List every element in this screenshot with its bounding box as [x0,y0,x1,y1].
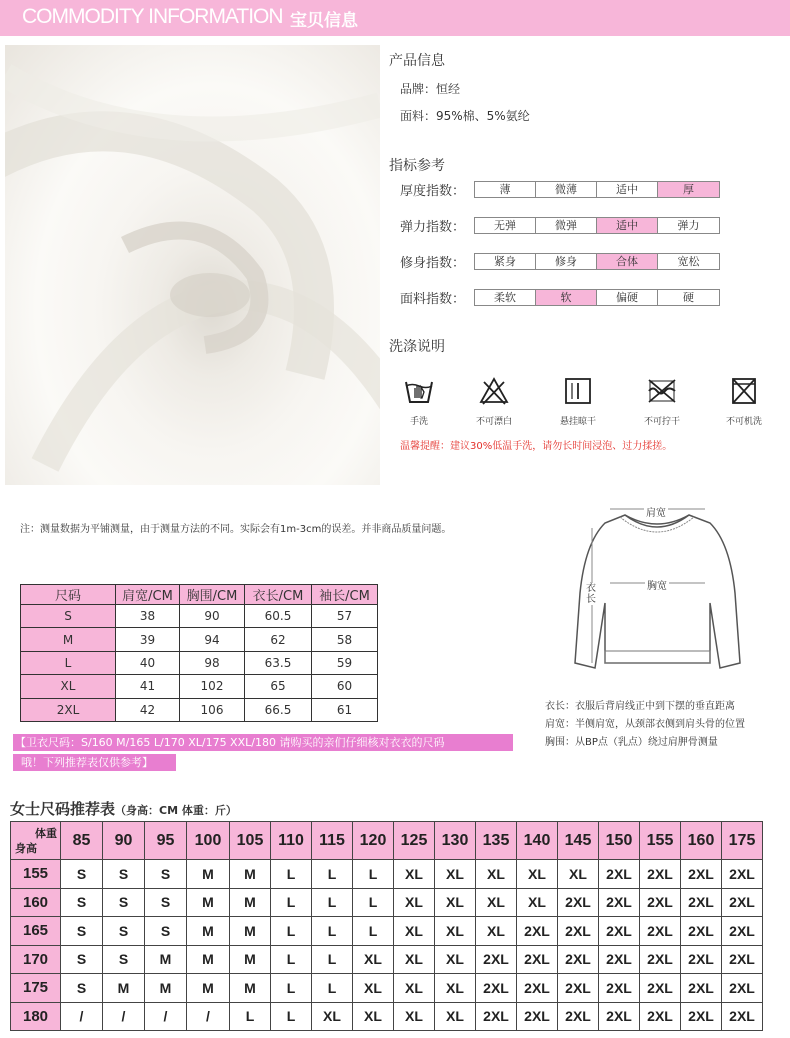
size-value-cell: 39 [116,628,180,651]
weight-header-cell: 140 [517,822,558,860]
recommend-row [11,860,763,889]
recommend-size-cell: 2XL [599,888,640,917]
index-option: 弹力 [677,219,700,232]
wash-item-no-machine [714,376,774,427]
recommend-size-cell: M [187,860,230,889]
recommend-size-cell: M [187,888,230,917]
recommend-size-cell: XL [517,888,558,917]
recommend-size-cell: 2XL [640,860,681,889]
index-option: 薄 [475,182,536,197]
size-value-cell: 62 [245,628,312,651]
recommend-size-cell: 2XL [640,974,681,1003]
index-option: 修身 [536,254,597,269]
size-value-cell: 63.5 [245,651,312,674]
recommend-size-cell: 2XL [476,945,517,974]
recommend-size-cell: S [61,974,103,1003]
weight-header-cell: 150 [599,822,640,860]
recommend-header-row [11,822,763,860]
recommend-size-cell: 2XL [722,1002,763,1031]
recommend-title [10,798,237,819]
size-header-cell: 肩宽/CM [116,585,180,605]
weight-header-cell: 175 [722,822,763,860]
recommend-size-cell: M [230,860,271,889]
recommend-size-cell: XL [558,860,599,889]
shoulder-label: 肩宽 [644,504,668,519]
index-label: 修身指数： [400,256,466,271]
recommend-size-cell: 2XL [517,1002,558,1031]
hang-dry-icon [563,376,593,406]
recommend-size-cell: 2XL [599,917,640,946]
size-value-cell: 94 [180,628,245,651]
wash-label-no-wring: 不可拧干 [643,417,680,427]
weight-header-cell: 115 [312,822,353,860]
size-name-cell: M [21,628,116,651]
recommend-size-cell: 2XL [681,945,722,974]
weight-header-cell: 135 [476,822,517,860]
size-row [21,605,378,628]
recommend-size-cell: XL [517,860,558,889]
recommend-row [11,974,763,1003]
corner-height-label: 身高 [15,843,37,855]
recommend-size-cell: 2XL [640,1002,681,1031]
index-option-selected: 软 [536,290,597,305]
weight-header-cell: 85 [61,822,103,860]
recommend-size-cell: 2XL [722,888,763,917]
index-scale [474,181,720,198]
recommend-size-cell: 2XL [681,1002,722,1031]
recommend-size-cell: L [271,974,312,1003]
recommend-size-cell: M [103,974,145,1003]
index-scale [474,217,720,234]
recommend-size-cell: S [145,888,187,917]
recommend-size-cell: S [145,860,187,889]
size-value-cell: 66.5 [245,698,312,721]
recommend-row [11,888,763,917]
size-value-cell: 59 [312,651,378,674]
index-label: 面料指数： [400,292,466,307]
recommend-size-cell: XL [435,974,476,1003]
recommend-row [11,945,763,974]
measure-line-length: 衣长：衣服后背肩线正中到下摆的垂直距离 [545,701,735,712]
index-reference-title: 指标参考 [389,158,445,174]
recommend-size-cell: L [271,917,312,946]
recommend-size-cell: XL [394,1002,435,1031]
size-name-cell: L [21,651,116,674]
recommend-size-cell: 2XL [722,917,763,946]
recommend-size-cell: 2XL [476,1002,517,1031]
height-cell: 165 [11,917,61,946]
weight-header-cell: 125 [394,822,435,860]
promo-line-2: 哦！下列推荐表仅供参考】 [13,754,176,771]
recommend-corner-cell [11,822,61,860]
recommend-size-cell: L [230,1002,271,1031]
recommend-size-cell: M [230,945,271,974]
no-machine-wash-icon [729,376,759,406]
no-wring-icon [647,376,677,406]
index-option: 无弹 [475,218,536,233]
recommend-size-cell: S [61,945,103,974]
recommend-size-cell: XL [353,1002,394,1031]
promo-banner [13,734,513,771]
brand-line: 品牌：恒经 [400,82,461,96]
measure-note: 注：测量数据为平铺测量，由于测量方法的不同。实际会有1m-3cm的误差。并非商品质量问题。 [20,524,452,535]
wash-label-hang-dry: 悬挂晾干 [559,417,596,427]
fabric-line: 面料：95%棉、5%氨纶 [400,109,530,123]
corner-weight-label: 体重 [35,828,57,840]
recommend-size-cell: 2XL [681,974,722,1003]
wash-item-hand [389,376,449,427]
size-row [21,628,378,651]
weight-header-cell: 110 [271,822,312,860]
wash-tip: 温馨提醒：建议30%低温手洗，请勿长时间浸泡、过力揉搓。 [400,441,673,452]
recommend-size-cell: L [312,974,353,1003]
recommend-size-cell: 2XL [640,917,681,946]
recommend-size-cell: S [145,917,187,946]
size-header-cell: 衣长/CM [245,585,312,605]
measure-line-shoulder: 肩宽：半侧肩宽，从颈部衣侧到肩头骨的位置 [545,719,745,730]
index-option: 适中 [597,182,658,197]
index-scale [474,289,720,306]
recommend-size-cell: S [103,860,145,889]
index-option: 宽松 [677,255,700,268]
measure-line-chest: 胸围：从BP点（乳点）绕过肩胛骨测量 [545,737,718,748]
recommend-size-cell: S [103,888,145,917]
weight-header-cell: 100 [187,822,230,860]
sweater-diagram [570,503,745,680]
recommend-size-cell: S [103,945,145,974]
height-cell: 160 [11,888,61,917]
wash-instructions-title: 洗涤说明 [389,339,445,355]
index-option: 柔软 [475,290,536,305]
index-label: 厚度指数： [400,184,466,199]
recommend-size-cell: L [312,888,353,917]
size-name-cell: XL [21,675,116,698]
index-label: 弹力指数： [400,220,466,235]
height-cell: 175 [11,974,61,1003]
recommend-row [11,1002,763,1031]
index-scale [474,253,720,270]
weight-header-cell: 130 [435,822,476,860]
recommend-size-cell: M [187,974,230,1003]
recommend-size-cell: 2XL [558,917,599,946]
wash-label-hand: 手洗 [409,417,428,427]
recommend-title-main: 女士尺码推荐表 [10,800,116,818]
recommend-size-cell: M [230,974,271,1003]
recommend-table [10,821,763,1031]
index-option: 微弹 [536,218,597,233]
size-value-cell: 40 [116,651,180,674]
hand-wash-icon [404,376,434,406]
size-value-cell: 102 [180,675,245,698]
weight-header-cell: 120 [353,822,394,860]
size-table-header [21,585,378,605]
no-bleach-icon [479,376,509,406]
wash-item-no-wring [632,376,692,427]
recommend-size-cell: M [145,974,187,1003]
recommend-size-cell: XL [435,917,476,946]
recommend-size-cell: 2XL [640,945,681,974]
recommend-size-cell: XL [435,1002,476,1031]
height-cell: 155 [11,860,61,889]
recommend-size-cell: / [103,1002,145,1031]
weight-header-cell: 105 [230,822,271,860]
weight-header-cell: 90 [103,822,145,860]
size-value-cell: 61 [312,698,378,721]
size-value-cell: 42 [116,698,180,721]
weight-header-cell: 145 [558,822,599,860]
recommend-size-cell: XL [476,888,517,917]
recommend-size-cell: XL [353,974,394,1003]
recommend-size-cell: 2XL [681,888,722,917]
product-info-title: 产品信息 [389,53,445,69]
recommend-size-cell: 2XL [517,945,558,974]
recommend-size-cell: 2XL [599,1002,640,1031]
size-row [21,698,378,721]
index-option: 硬 [683,291,694,304]
recommend-size-cell: XL [312,1002,353,1031]
index-option: 微薄 [536,182,597,197]
recommend-size-cell: / [187,1002,230,1031]
recommend-size-cell: 2XL [722,974,763,1003]
header-title-cn: 宝贝信息 [290,11,358,31]
wash-item-no-bleach [464,376,524,427]
promo-line-1: 【卫衣尺码：S/160 M/165 L/170 XL/175 XXL/180 请购买的亲们仔细核对衣衣的尺码 [13,734,513,751]
recommend-size-cell: XL [353,945,394,974]
recommend-size-cell: XL [394,860,435,889]
size-row [21,651,378,674]
weight-header-cell: 155 [640,822,681,860]
size-value-cell: 38 [116,605,180,628]
recommend-size-cell: 2XL [558,974,599,1003]
recommend-size-cell: L [271,860,312,889]
recommend-size-cell: / [61,1002,103,1031]
chest-label: 胸宽 [645,577,669,592]
recommend-size-cell: XL [435,945,476,974]
size-value-cell: 60 [312,675,378,698]
recommend-size-cell: XL [476,917,517,946]
recommend-size-cell: XL [394,974,435,1003]
recommend-size-cell: L [353,860,394,889]
recommend-size-cell: M [187,945,230,974]
recommend-size-cell: L [271,1002,312,1031]
header-title-en: COMMODITY INFORMATION [22,5,283,28]
size-row [21,675,378,698]
recommend-size-cell: XL [476,860,517,889]
recommend-subtitle: （身高：CM 体重：斤） [115,804,237,817]
recommend-size-cell: L [312,945,353,974]
recommend-size-cell: 2XL [599,974,640,1003]
index-option: 偏硬 [597,290,658,305]
size-value-cell: 98 [180,651,245,674]
recommend-size-cell: 2XL [558,888,599,917]
wash-item-hang-dry [548,376,608,427]
recommend-size-cell: S [61,917,103,946]
recommend-size-cell: M [230,917,271,946]
fabric-photo [5,45,380,485]
size-value-cell: 57 [312,605,378,628]
recommend-size-cell: L [312,917,353,946]
recommend-size-cell: XL [435,860,476,889]
recommend-size-cell: 2XL [476,974,517,1003]
recommend-size-cell: 2XL [722,945,763,974]
recommend-size-cell: 2XL [558,1002,599,1031]
recommend-size-cell: L [312,860,353,889]
recommend-size-cell: 2XL [722,860,763,889]
index-option-selected: 厚 [658,182,719,197]
recommend-size-cell: 2XL [558,945,599,974]
index-option-selected: 适中 [597,218,658,233]
recommend-size-cell: / [145,1002,187,1031]
size-value-cell: 58 [312,628,378,651]
weight-header-cell: 160 [681,822,722,860]
recommend-size-cell: M [187,917,230,946]
recommend-size-cell: 2XL [517,974,558,1003]
size-value-cell: 60.5 [245,605,312,628]
index-option-selected: 合体 [597,254,658,269]
recommend-size-cell: XL [394,888,435,917]
recommend-size-cell: XL [394,945,435,974]
size-header-cell: 袖长/CM [312,585,378,605]
recommend-size-cell: M [230,888,271,917]
length-label: 衣长 [586,583,596,605]
size-table [20,584,378,722]
size-name-cell: 2XL [21,698,116,721]
recommend-size-cell: L [271,945,312,974]
height-cell: 180 [11,1002,61,1031]
recommend-size-cell: XL [435,888,476,917]
recommend-size-cell: 2XL [599,945,640,974]
size-header-cell: 胸围/CM [180,585,245,605]
wash-label-no-machine: 不可机洗 [725,417,762,427]
size-value-cell: 90 [180,605,245,628]
recommend-size-cell: L [271,888,312,917]
recommend-size-cell: 2XL [517,917,558,946]
recommend-size-cell: 2XL [640,888,681,917]
recommend-size-cell: L [353,917,394,946]
size-value-cell: 106 [180,698,245,721]
recommend-row [11,917,763,946]
wash-label-no-bleach: 不可漂白 [475,417,512,427]
recommend-size-cell: S [61,860,103,889]
recommend-size-cell: S [103,917,145,946]
size-header-cell: 尺码 [21,585,116,605]
recommend-size-cell: 2XL [599,860,640,889]
weight-header-cell: 95 [145,822,187,860]
index-option: 紧身 [475,254,536,269]
recommend-size-cell: 2XL [681,860,722,889]
size-value-cell: 41 [116,675,180,698]
recommend-size-cell: M [145,945,187,974]
recommend-size-cell: S [61,888,103,917]
height-cell: 170 [11,945,61,974]
recommend-size-cell: L [353,888,394,917]
size-name-cell: S [21,605,116,628]
recommend-size-cell: 2XL [681,917,722,946]
recommend-size-cell: XL [394,917,435,946]
size-value-cell: 65 [245,675,312,698]
